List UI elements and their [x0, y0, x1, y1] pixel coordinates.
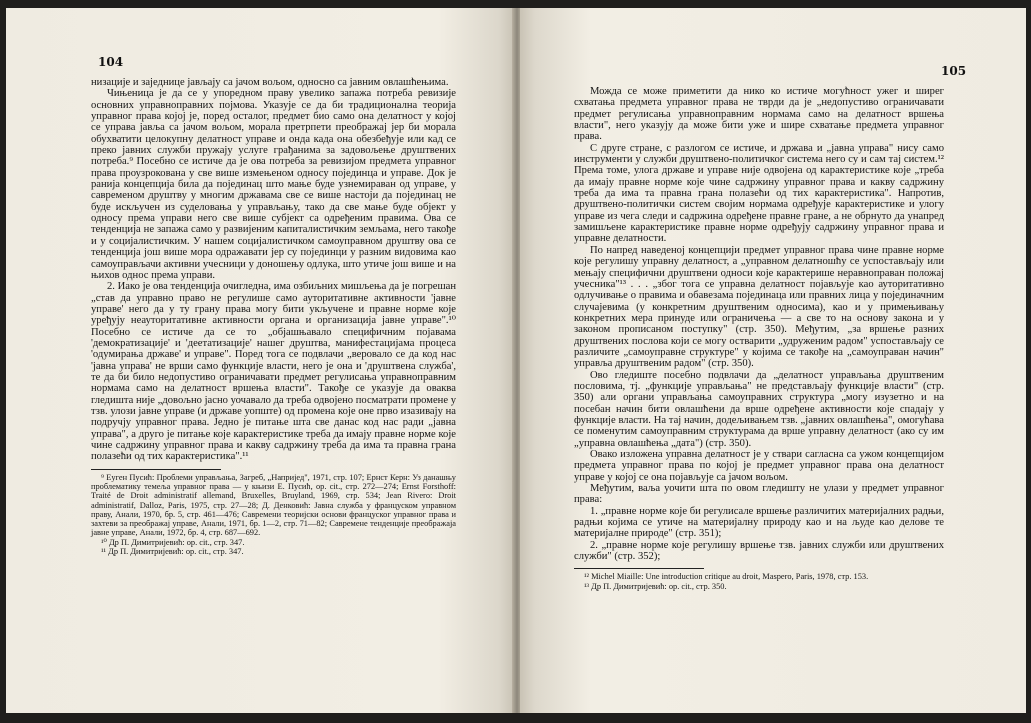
footnote-divider: [91, 469, 221, 470]
left-paragraph-2: Чињеница је да се у упоредном праву увелико запажа потреба ревизије основних управноправних појмова. Указује се да би традиционална теорија управног права којој је, поред осталог, предмет био само она делатност у којој се управа јавља са јачом вољом, морала претрпети преображај јер би морала обухватити целокупну делатност управе и онда када она обезбеђује или кад се преко јавних служби пружају услуге грађанима за задовољење друштвених потреба.⁹ Посебно се истиче да је ова потреба за ревизијом предмета управног права проузрокована у све више измењеном односу појединца и управе. Док је ранија концепција била да појединац што мање буде узнемираван од управе, у савременом друштву у многим државама све се више настоји да појединац не буде искључен из суделовања у управљању, тако да све мање буде објект у односу према управи него све више субјект са одређеним правима. Ова се тенденција не запажа само у развијеним капиталистичким земљама, него такође и у социјалистичким. У нашем социјалистичком самоуправном друштву ова се тенденција још више мора одражавати јер су појединци у разним видовима као самоуправљачи активни учесници у доношењу одлука, што утиче још више и на њихов однос према управи.: [91, 88, 456, 281]
right-paragraph-2: С друге стране, с разлогом се истиче, и држава и „јавна управа" нису само инструменти у служби друштвено-политичког система него су и сам тај систем.¹² Према томе, улога државе и управе није одвојена од карактеристике које „треба да имају правне норме које чине садржину управног права и какву садржину треба да има та правна грана полазећи од тих карактеристика". Напротив, друштвено-политички систем својим нормама одређује карактеристике и улогу управе из чега следи и садржина одређене правне гране, а не обрнуто да унапред замишљене карактеристике правне норме одређују садржину управног права и управне делатности.: [574, 142, 944, 245]
right-list-item-1: 1. „правне норме које би регулисале вршење различитих материјалних радњи, радњи којима се утиче на материјалну природу као и на људе као делове те материјалне природе" (стр. 351);: [574, 505, 944, 540]
footnote-9: ⁹ Еуген Пусић: Проблеми управљања, Загреб, „Напријед", 1971, стр. 107; Ернст Керн: Уз данашњу проблематику темеља управног права — у књизи Е. Пусић, op. cit., стр. 272—274; Ernst Forsthoff: Traité de Droit administratif allemand, Bruxelles, Bruyland, 1969, стр. 534; Jean Rivero: Droit administratif, Dalloz, Paris, 1975, стр. 27—28; Д. Денковић: Јавна служба у француском управном праву, Анали, 1970, бр. 5, стр. 461—476; Савремени теоријски основи француског управног права и захтеви за преображај управе, Анали, 1971, бр. 1—2, стр. 71—82; Савремене тенденције преображаја јавне управе, Анали, 1972, бр. 4, стр. 687—692.: [91, 472, 456, 538]
right-footnotes: [574, 572, 944, 591]
right-paragraph-6: Међутим, ваља уочити шта по овом гледишту не улази у предмет управног права:: [574, 483, 944, 506]
right-paragraph-3: По напред наведеној концепцији предмет управног права чине правне норме које регулишу управну делатност, а „управном делатношћу се успостављају или мењају специфични друштвени односи које карактерише неравноправан положај учесника"¹³ . . . „због тога се управна делатност појављује као ауторитативно одлучивање о правима и обавезама појединаца или правних лица у појединачним случајевима (у конкретним друштвеним односима), као и у примењивању конкретних мера принуде или ограничења — а све то на основу закона и у законом прописаном поступку" (стр. 350). Међутим, „за вршење разних друштвених послова који се могу остварити „удруженим радом" успостављају се различите „самоуправне структуре" у којима се такође на „самоуправан начин" управља друштвеним радом" (стр. 350).: [574, 244, 944, 370]
left-page-body: [91, 77, 456, 556]
footnote-12: ¹² Michel Miaille: Une introduction critique au droit, Maspero, Paris, 1978, стр. 153.: [584, 572, 869, 582]
right-page-number: 105: [941, 64, 967, 78]
right-page: [520, 8, 1026, 713]
left-paragraph-1: низације и заједнице јављају са јачом вољом, односно са јавним овлашћењима.: [91, 77, 449, 88]
footnote-11: ¹¹ Др П. Димитријевић: op. cit., стр. 347.: [101, 547, 244, 557]
left-page-number: 104: [98, 55, 124, 69]
left-page: [6, 8, 514, 713]
footnote-13: ¹³ Др П. Димитријевић: op. cit., стр. 350.: [584, 581, 727, 591]
left-footnotes: [91, 473, 456, 557]
footnote-divider: [574, 568, 704, 569]
right-page-body: [574, 86, 944, 591]
footnote-10: ¹⁰ Др П. Димитријевић: op. cit., стр. 347.: [101, 537, 245, 547]
right-list-item-2: 2. „правне норме које регулишу вршење тзв. јавних служби или друштвених служби" (стр. 352);: [574, 539, 944, 563]
right-paragraph-4: Ово гледиште посебно подвлачи да „делатност управљања друштвеним пословима, тј. „функције управљања" не представљају функције власти" (стр. 350) али органи управљања самоуправних структура „могу изузетно и на посебан начин бити овлашћени да врше одређене активности које спадају у функције власти. На тај начин, додељивањем тзв. „јавних овлашћења", омогућава се поменутим самоуправним структурама да врше управну делатност (ако су им „управна овлашћења „дата") (стр. 350).: [574, 369, 944, 449]
right-paragraph-1: Можда се може приметити да нико ко истиче могућност ужег и ширег схватања предмета управног права не тврди да је „недопустиво ограничавати предмет регулисања управноправним нормама само на делатност вршења власти", него указују да може бити уже и шире схватање предмета управног права.: [574, 86, 944, 143]
right-paragraph-5: Овако изложена управна делатност је у ствари сагласна са ужом концепцијом предмета управног права по којој је предмет управног права она делатност управе у којој се она појављује са јачом вољом.: [574, 449, 944, 483]
left-paragraph-3: 2. Иако је ова тенденција очигледна, има озбиљних мишљења да је погрешан „став да управно право не регулише само ауторитативне активности 'јавне управе' него да у ту грану права могу бити укључене и правне норме које уређују неауторитативне активности органа и организација јавне управе".¹⁰ Посебно се истиче да се то „објашњавало специфичним појавама 'демократизације' и 'деетатизације' нашег друштва, манифестацијама процеса 'одумирања државе' и управе". Поред тога се подвлачи „веровало се да код нас 'јавна управа' не врши само функције власти, него је она и 'друштвена служба', те да би било недопустиво ограничавати предмет регулисања управноправним нормама само на делатност вршења власти". Такође се указује да оваква гледишта није „довољно јасно уочавало да треба одвојено посматрати промене у тзв. улози јавне управе (и државе уопште) од промена које оне прво изазивају на подручју управног права. Једно је питање шта све данас код нас ради „јавна управа", а друго је питање које карактеристике треба да имају правне норме које чине садржину управног права и какву садржину треба да има та правна грана полазећи од тих карактеристика".¹¹: [91, 281, 456, 463]
